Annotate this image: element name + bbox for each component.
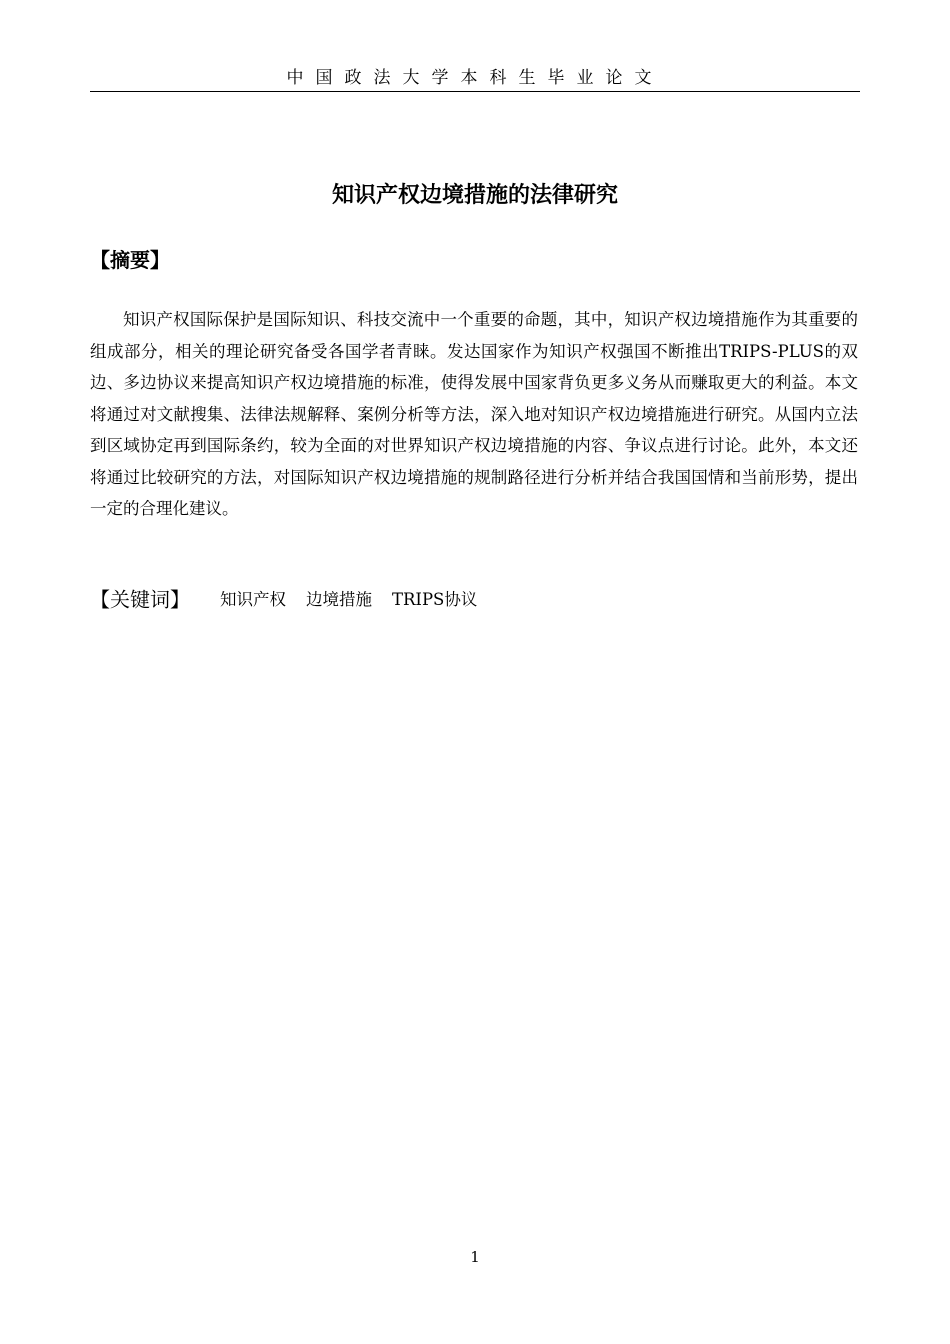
keyword: 边境措施: [306, 589, 372, 609]
keywords-line: [90, 583, 860, 616]
keyword: TRIPS协议: [392, 589, 478, 609]
running-header: 中国政法大学本科生毕业论文: [286, 68, 664, 88]
abstract-body: 知识产权国际保护是国际知识、科技交流中一个重要的命题，其中，知识产权边境措施作为其重要的组成部分，相关的理论研究备受各国学者青睐。发达国家作为知识产权强国不断推出TRIPS-PLUS的双边、多边协议来提高知识产权边境措施的标准，使得发展中国家背负更多义务从而赚取更大的利益。本文将通过对文献搜集、法律法规解释、案例分析等方法，深入地对知识产权边境措施进行研究。从国内立法到区域协定再到国际条约，较为全面的对世界知识产权边境措施的内容、争议点进行讨论。此外，本文还将通过比较研究的方法，对国际知识产权边境措施的规制路径进行分析并结合我国国情和当前形势，提出一定的合理化建议。: [90, 310, 858, 518]
abstract-heading: 【摘要】: [90, 248, 170, 272]
keywords-label: 【关键词】: [90, 587, 190, 612]
page-number: 1: [470, 1248, 480, 1266]
document-title: 知识产权边境措施的法律研究: [331, 183, 618, 208]
keyword: 知识产权: [220, 589, 286, 609]
header-rule: [90, 91, 860, 92]
